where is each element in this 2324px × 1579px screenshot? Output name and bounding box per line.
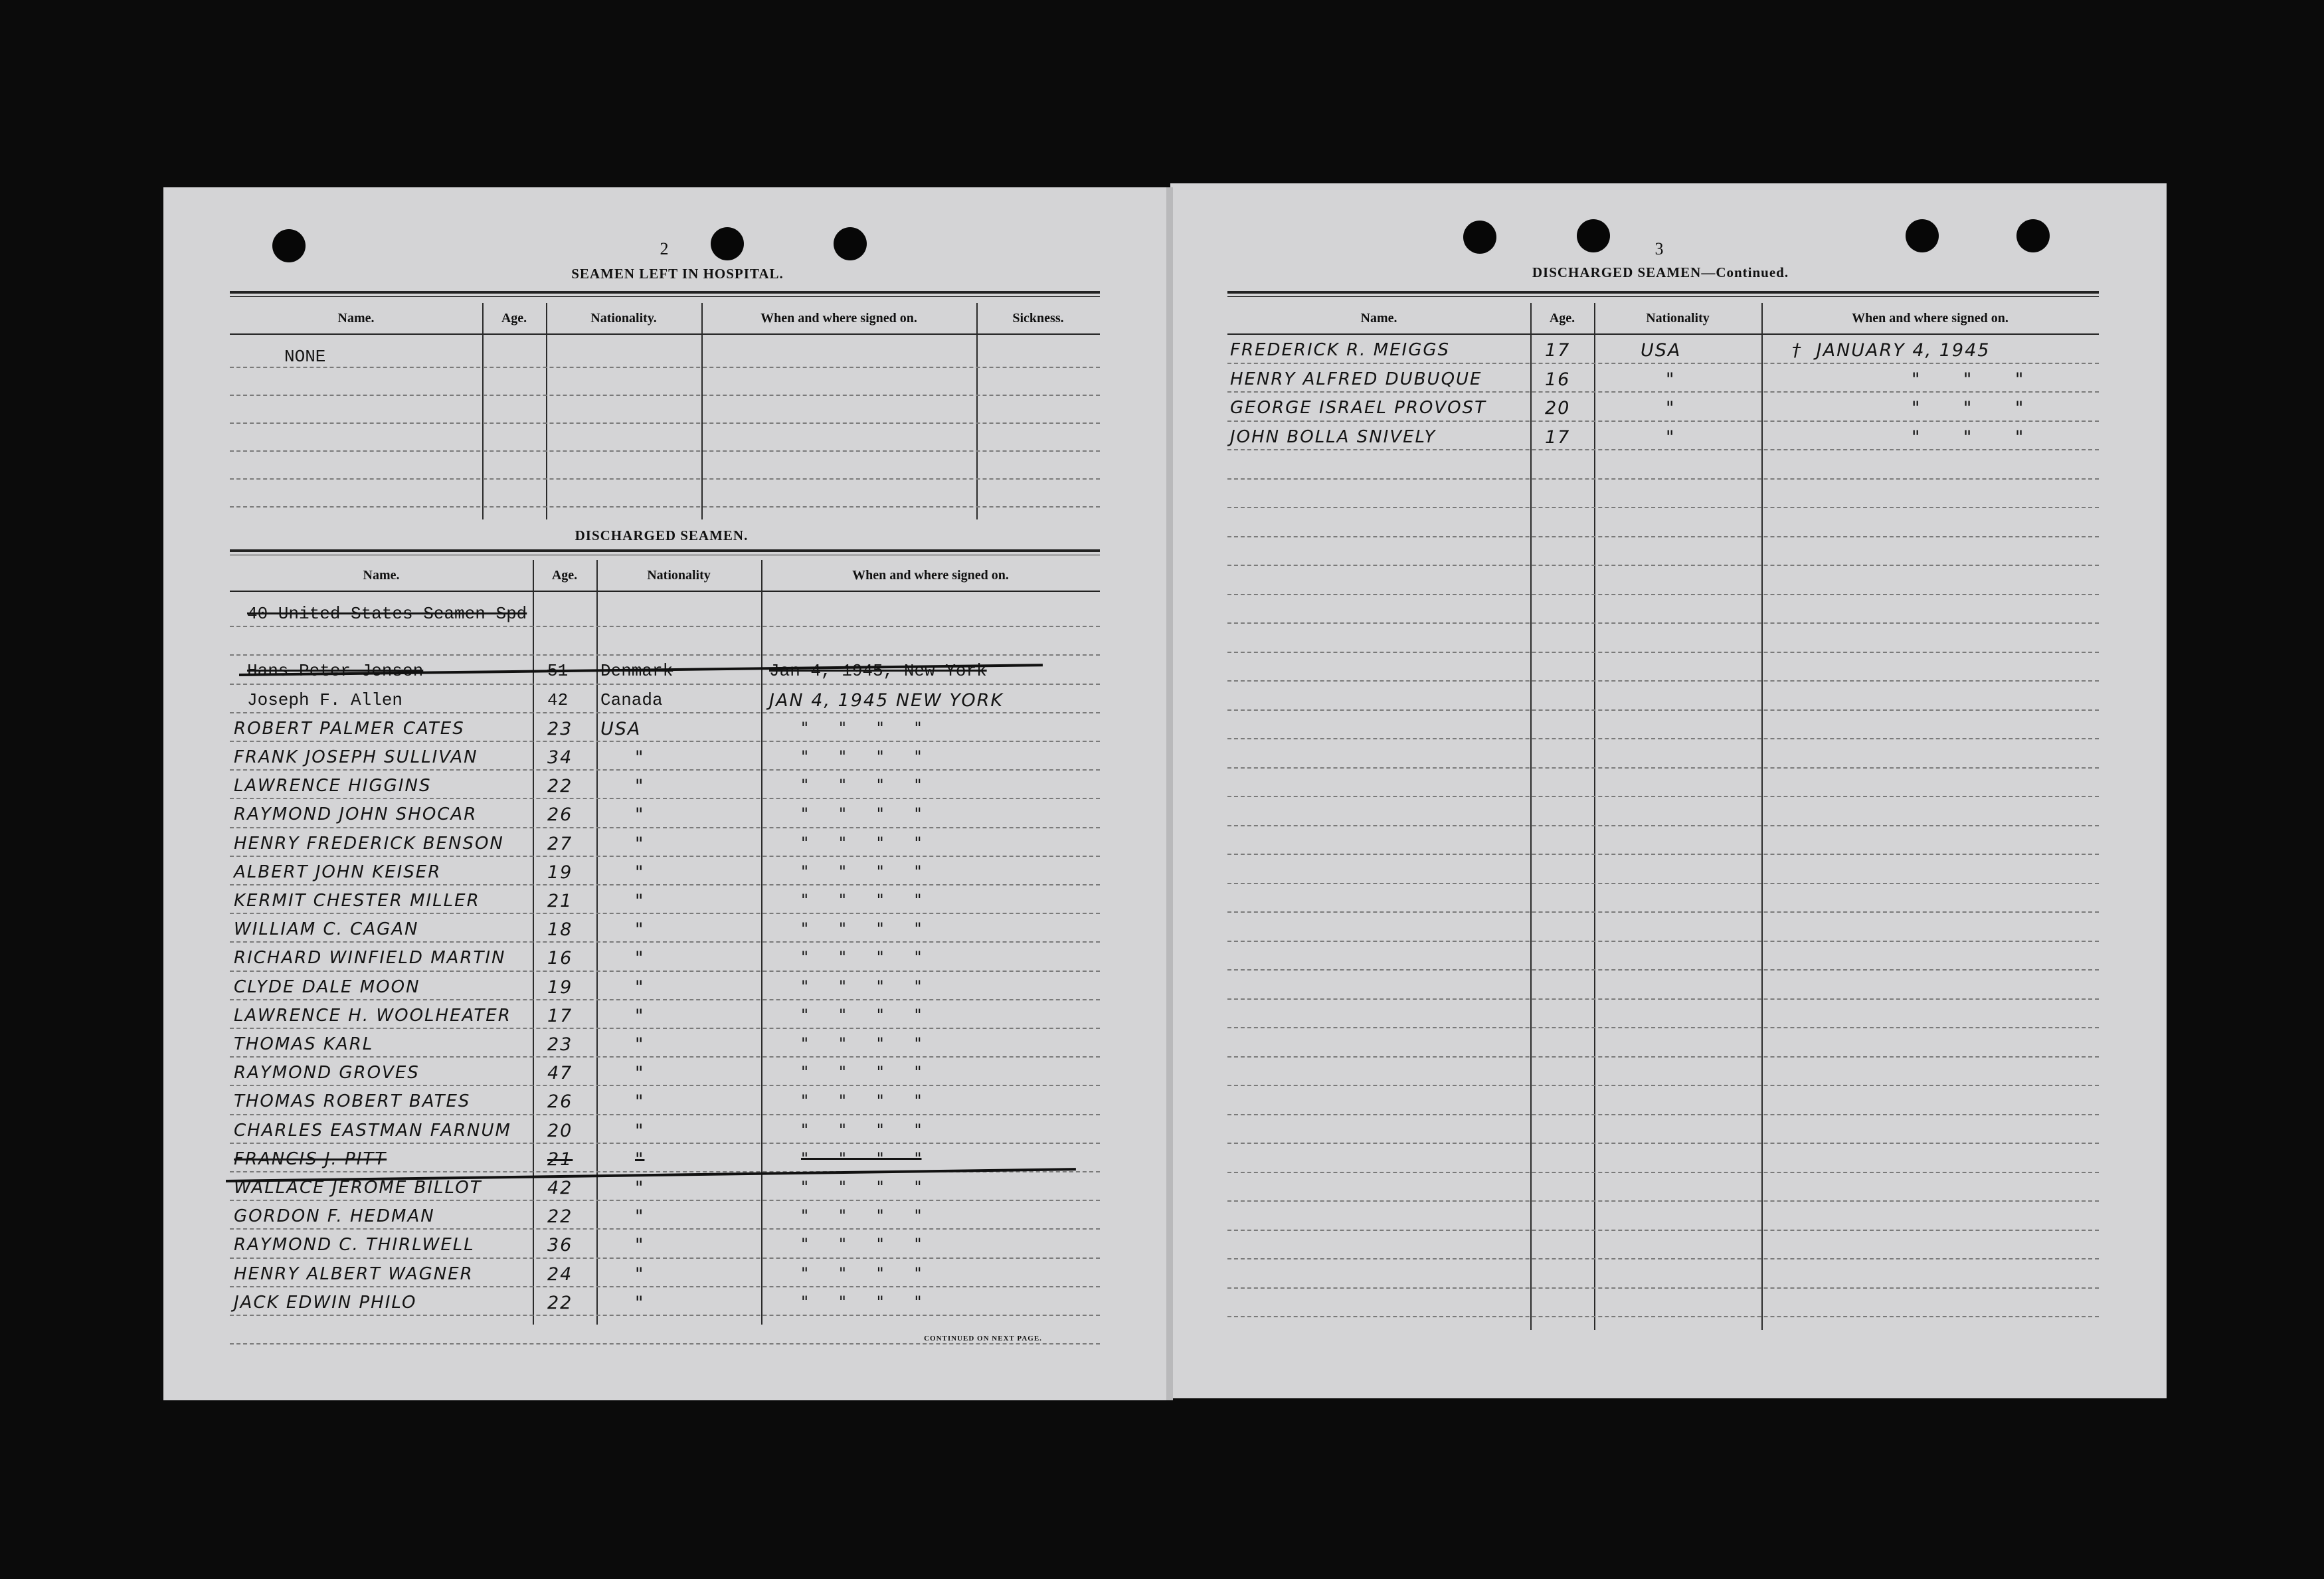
seaman-nationality: " xyxy=(635,804,645,825)
seaman-name: RAYMOND C. THIRLWELL xyxy=(234,1235,475,1255)
right-page-number: 3 xyxy=(1654,239,1664,258)
column-rule xyxy=(1761,303,1763,1330)
left-page-number: 2 xyxy=(660,239,669,258)
seaman-signed-on: " " " " xyxy=(801,776,922,794)
row-line xyxy=(230,884,1100,885)
row-line xyxy=(1227,796,2099,797)
row-line xyxy=(1227,594,2099,595)
binder-hole xyxy=(1577,219,1610,252)
column-rule xyxy=(701,303,703,519)
seaman-signed-on: " " " " xyxy=(801,1091,922,1110)
seaman-signed-on: " " " " xyxy=(801,1264,922,1283)
continued-col-nationality: Nationality xyxy=(1646,310,1710,325)
seaman-name: CLYDE DALE MOON xyxy=(234,977,420,997)
seaman-age: 16 xyxy=(547,948,573,969)
seaman-name: JACK EDWIN PHILO xyxy=(234,1293,417,1313)
seaman-nationality: " xyxy=(635,747,645,768)
row-line xyxy=(230,478,1100,480)
seaman-signed-on: " " " " xyxy=(801,1235,922,1254)
row-line xyxy=(1227,1200,2099,1202)
row-line xyxy=(230,1028,1100,1029)
continued-section-title: DISCHARGED SEAMEN—Continued. xyxy=(1532,264,1789,280)
row-line xyxy=(230,827,1100,828)
seaman-name: RICHARD WINFIELD MARTIN xyxy=(234,948,506,968)
seaman-signed-on: " " " " xyxy=(801,747,922,766)
column-rule xyxy=(1530,303,1532,1330)
seaman-nationality: Canada xyxy=(600,690,663,710)
seaman-age: 24 xyxy=(547,1264,573,1285)
binder-hole xyxy=(272,229,306,262)
row-line xyxy=(230,971,1100,972)
hospital-col-age: Age. xyxy=(501,310,527,325)
discharged-col-name: Name. xyxy=(363,567,400,583)
row-line xyxy=(1227,1143,2099,1144)
row-line xyxy=(1227,363,2099,364)
seaman-age: 19 xyxy=(547,977,573,998)
row-line xyxy=(1227,565,2099,566)
seaman-nationality: " xyxy=(635,1121,645,1141)
seaman-nationality: " xyxy=(635,1006,645,1026)
seaman-nationality: " xyxy=(635,1149,645,1170)
seaman-nationality: " xyxy=(635,1091,645,1112)
seaman-age: 17 xyxy=(1545,340,1571,361)
seaman-age: 21 xyxy=(547,1149,573,1170)
seaman-name: HENRY ALFRED DUBUQUE xyxy=(1230,369,1482,389)
seaman-nationality: " xyxy=(1666,398,1676,418)
row-line xyxy=(1227,507,2099,508)
seaman-signed-on: " " " " xyxy=(801,1293,922,1311)
seaman-name: LAWRENCE HIGGINS xyxy=(234,776,432,796)
row-line xyxy=(1227,449,2099,450)
hospital-col-sickness: Sickness. xyxy=(1012,310,1064,325)
seaman-age: 18 xyxy=(547,919,573,940)
seaman-age: 42 xyxy=(547,690,569,710)
continued-col-age: Age. xyxy=(1549,310,1575,325)
hospital-col-name: Name. xyxy=(337,310,375,325)
seaman-nationality: " xyxy=(635,1063,645,1083)
row-line xyxy=(230,999,1100,1000)
row-line xyxy=(1227,1230,2099,1231)
row-line xyxy=(1227,478,2099,480)
seaman-name: KERMIT CHESTER MILLER xyxy=(234,891,480,911)
seaman-nationality: " xyxy=(635,948,645,969)
seaman-name: Hans Peter Jensen xyxy=(247,661,424,681)
row-line xyxy=(1227,1027,2099,1028)
row-line xyxy=(230,1200,1100,1201)
seaman-name: GEORGE ISRAEL PROVOST xyxy=(1230,398,1486,418)
row-line xyxy=(1227,1287,2099,1289)
seaman-nationality: " xyxy=(635,1264,645,1285)
seaman-nationality: " xyxy=(635,977,645,998)
row-line xyxy=(230,654,1100,656)
seaman-name: WILLIAM C. CAGAN xyxy=(234,919,419,939)
continued-col-name: Name. xyxy=(1360,310,1397,325)
seaman-nationality: " xyxy=(1666,427,1676,448)
row-line xyxy=(230,941,1100,943)
row-line xyxy=(230,913,1100,914)
row-line xyxy=(230,1257,1100,1259)
seaman-age: 22 xyxy=(547,1206,573,1227)
seaman-age: 21 xyxy=(547,891,573,911)
seaman-age: 51 xyxy=(547,661,569,681)
seaman-name: ROBERT PALMER CATES xyxy=(234,719,465,739)
seaman-signed-on: " " " xyxy=(1912,427,2025,448)
seaman-name: HENRY FREDERICK BENSON xyxy=(234,834,504,854)
seaman-age: 36 xyxy=(547,1235,573,1255)
row-line xyxy=(1227,941,2099,942)
row-line xyxy=(230,684,1100,685)
seaman-signed-on: " " " " xyxy=(801,919,922,938)
discharged-header xyxy=(230,560,1100,592)
seaman-age: 20 xyxy=(1545,398,1571,418)
seaman-name: FREDERICK R. MEIGGS xyxy=(1230,340,1451,360)
row-line xyxy=(1227,969,2099,971)
row-line xyxy=(1227,1172,2099,1173)
seaman-age: 23 xyxy=(547,1034,573,1055)
hospital-header xyxy=(230,303,1100,335)
seaman-nationality: " xyxy=(635,1034,645,1055)
seaman-signed-on: " " " " xyxy=(801,1063,922,1081)
seaman-name: FRANK JOSEPH SULLIVAN xyxy=(234,747,478,767)
seaman-signed-on: " " " " xyxy=(801,719,922,737)
row-line xyxy=(1227,1085,2099,1086)
row-line xyxy=(230,367,1100,368)
discharged-section-title: DISCHARGED SEAMEN. xyxy=(575,527,749,543)
seaman-nationality: " xyxy=(635,862,645,883)
row-line xyxy=(1227,1114,2099,1115)
seaman-age: 23 xyxy=(547,719,573,739)
seaman-signed-on: " " " xyxy=(1912,398,2025,418)
row-line xyxy=(230,506,1100,508)
seaman-signed-on: " " " " xyxy=(801,948,922,967)
seaman-signed-on: " " " " xyxy=(801,1121,922,1139)
row-line xyxy=(230,1228,1100,1230)
discharged-col-age: Age. xyxy=(551,567,578,583)
seaman-nationality: " xyxy=(635,1206,645,1227)
row-line xyxy=(230,1085,1100,1086)
row-line xyxy=(1227,767,2099,769)
column-rule xyxy=(546,303,547,519)
seaman-nationality: USA xyxy=(600,719,642,739)
row-line xyxy=(1227,1316,2099,1317)
seaman-name: LAWRENCE H. WOOLHEATER xyxy=(234,1006,511,1026)
row-line xyxy=(1227,738,2099,739)
seaman-signed-on: " " " " xyxy=(801,1034,922,1053)
row-line xyxy=(1227,911,2099,913)
seaman-name: FRANCIS J. PITT xyxy=(234,1149,387,1169)
seaman-nationality: " xyxy=(635,891,645,911)
row-line xyxy=(230,769,1100,771)
binder-hole xyxy=(834,227,867,260)
seaman-signed-on: " " " " xyxy=(801,834,922,852)
seaman-nationality: " xyxy=(635,776,645,796)
seaman-signed-on: " " " " xyxy=(801,891,922,909)
hospital-table xyxy=(230,291,1100,519)
seaman-age: 19 xyxy=(547,862,573,883)
seaman-name: THOMAS KARL xyxy=(234,1034,374,1054)
seaman-nationality: " xyxy=(1666,369,1676,390)
hospital-col-nationality: Nationality. xyxy=(590,310,657,325)
row-line xyxy=(1227,1056,2099,1058)
row-line xyxy=(230,1056,1100,1058)
seaman-name: CHARLES EASTMAN FARNUM xyxy=(234,1121,511,1141)
row-line xyxy=(230,395,1100,396)
row-line xyxy=(1227,709,2099,711)
binder-hole xyxy=(1463,221,1496,254)
continued-header xyxy=(1227,303,2099,335)
seaman-name: THOMAS ROBERT BATES xyxy=(234,1091,471,1111)
column-rule xyxy=(1594,303,1595,1330)
row-line xyxy=(1227,622,2099,624)
seaman-signed-on: " " " " xyxy=(801,1206,922,1225)
row-line xyxy=(230,1143,1100,1144)
seaman-signed-on: " " " " xyxy=(801,862,922,881)
seaman-signed-on: " " " " xyxy=(801,1149,922,1168)
seaman-signed-on: Jan 4, 1945, New York xyxy=(769,661,987,681)
column-rule xyxy=(482,303,484,519)
row-line xyxy=(1227,652,2099,653)
discharged-col-signed-on: When and where signed on. xyxy=(852,567,1009,583)
seaman-signed-on: † JANUARY 4, 1945 xyxy=(1792,340,1991,361)
seaman-age: 22 xyxy=(547,776,573,796)
row-line xyxy=(230,1286,1100,1287)
row-line xyxy=(1227,680,2099,682)
discharged-col-nationality: Nationality xyxy=(647,567,711,583)
seaman-name: RAYMOND GROVES xyxy=(234,1063,420,1083)
row-line xyxy=(1227,883,2099,884)
row-line xyxy=(230,626,1100,627)
continued-col-signed-on: When and where signed on. xyxy=(1852,310,2009,325)
continued-table xyxy=(1227,291,2099,1330)
row-line xyxy=(1227,391,2099,393)
seaman-age: 20 xyxy=(547,1121,573,1141)
seaman-age: 26 xyxy=(547,1091,573,1112)
seaman-nationality: " xyxy=(635,919,645,940)
seaman-name: WALLACE JEROME BILLOT xyxy=(234,1178,482,1198)
hospital-col-signed-on: When and where signed on. xyxy=(760,310,917,325)
seaman-age: 16 xyxy=(1545,369,1571,390)
seaman-age: 42 xyxy=(547,1178,573,1198)
row-line xyxy=(230,712,1100,713)
seaman-signed-on: " " " " xyxy=(801,804,922,823)
seaman-name: JOHN BOLLA SNIVELY xyxy=(1230,427,1437,447)
row-line xyxy=(230,1315,1100,1316)
row-line xyxy=(1227,825,2099,826)
seaman-signed-on: " " " " xyxy=(801,977,922,996)
row-line xyxy=(1227,1258,2099,1259)
row-line xyxy=(1227,536,2099,537)
hospital-section-title: SEAMEN LEFT IN HOSPITAL. xyxy=(571,266,784,282)
seaman-signed-on: " " " " xyxy=(801,1178,922,1196)
page-fold xyxy=(1166,187,1173,1400)
seaman-age: 17 xyxy=(547,1006,573,1026)
seaman-nationality: " xyxy=(635,1235,645,1255)
seaman-name: 40 United States Seamen Spd xyxy=(247,604,527,624)
seaman-nationality: USA xyxy=(1641,340,1682,361)
binder-hole xyxy=(2016,219,2050,252)
row-line xyxy=(230,798,1100,799)
seaman-signed-on: " " " " xyxy=(801,1006,922,1024)
binder-hole xyxy=(711,227,744,260)
row-line xyxy=(230,422,1100,424)
row-line xyxy=(230,1343,1100,1345)
seaman-nationality: " xyxy=(635,834,645,854)
seaman-nationality: Denmark xyxy=(600,661,673,681)
row-line xyxy=(230,450,1100,452)
row-line xyxy=(1227,854,2099,855)
row-line xyxy=(1227,420,2099,422)
row-line xyxy=(230,741,1100,742)
seaman-name: ALBERT JOHN KEISER xyxy=(234,862,442,882)
seaman-signed-on: JAN 4, 1945 NEW YORK xyxy=(769,690,1004,711)
seaman-age: 47 xyxy=(547,1063,573,1083)
seaman-name: HENRY ALBERT WAGNER xyxy=(234,1264,474,1284)
seaman-name: GORDON F. HEDMAN xyxy=(234,1206,435,1226)
hospital-row-name: NONE xyxy=(284,347,326,367)
seaman-age: 26 xyxy=(547,804,573,825)
seaman-name: RAYMOND JOHN SHOCAR xyxy=(234,804,478,824)
column-rule xyxy=(976,303,978,519)
seaman-signed-on: " " " xyxy=(1912,369,2025,390)
row-line xyxy=(1227,998,2099,1000)
seaman-age: 34 xyxy=(547,747,573,768)
seaman-nationality: " xyxy=(635,1293,645,1313)
seaman-nationality: " xyxy=(635,1178,645,1198)
row-line xyxy=(230,1114,1100,1115)
seaman-age: 27 xyxy=(547,834,573,854)
seaman-age: 17 xyxy=(1545,427,1571,448)
seaman-name: Joseph F. Allen xyxy=(247,690,403,710)
continued-footer: CONTINUED ON NEXT PAGE. xyxy=(924,1335,1042,1343)
binder-hole xyxy=(1906,219,1939,252)
row-line xyxy=(230,856,1100,857)
seaman-age: 22 xyxy=(547,1293,573,1313)
